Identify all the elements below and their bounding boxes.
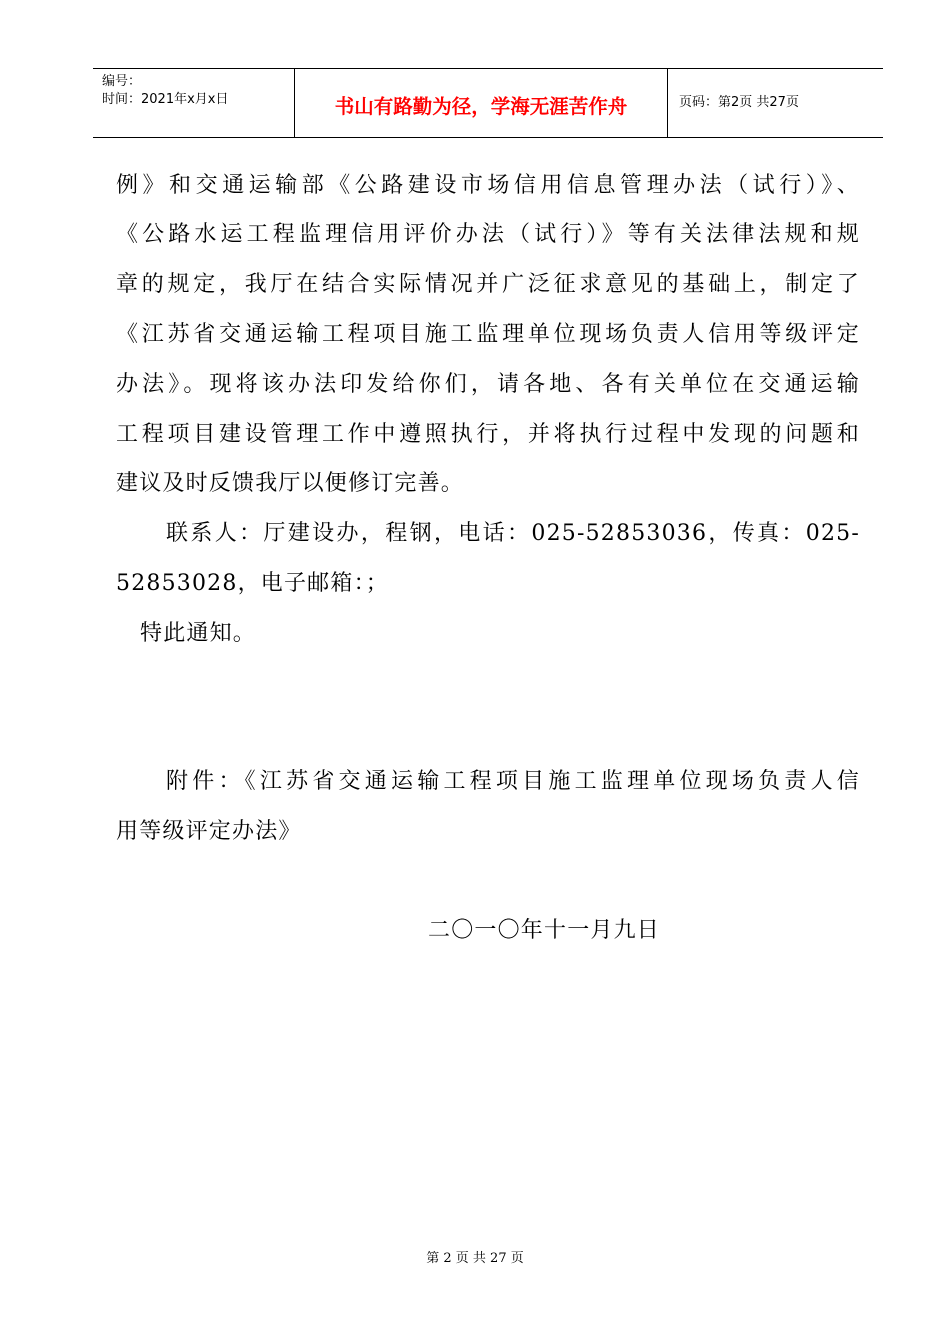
document-code-label: 编号： (102, 74, 142, 89)
page-footer: 第 2 页 共 27 页 (426, 1251, 524, 1266)
body-line-7: 建议及时反馈我厅以便修订完善。 (116, 471, 465, 496)
body-line-6: 工程项目建设管理工作中遵照执行，并将执行过程中发现的问题和 (116, 422, 860, 447)
header-page-cell (668, 69, 883, 137)
header-page-info: 页码：第2页 共27页 (679, 95, 799, 110)
header-meta-cell (93, 69, 295, 137)
contact-line-2: 52853028，电子邮箱：； (116, 571, 389, 596)
header-motto: 书山有路勤为径，学海无涯苦作舟 (334, 95, 628, 118)
body-line-4: 《江苏省交通运输工程项目施工监理单位现场负责人信用等级评定 (116, 322, 860, 347)
attachment-line-2: 用等级评定办法》 (116, 819, 302, 844)
body-line-3: 章的规定，我厅在结合实际情况并广泛征求意见的基础上，制定了 (116, 272, 860, 297)
attachment-line-1: 附件：《江苏省交通运输工程项目施工监理单位现场负责人信 (166, 769, 860, 794)
body-line-1: 例》和交通运输部《公路建设市场信用信息管理办法（试行）》、 (116, 173, 860, 198)
contact-line-1: 联系人：厅建设办，程钢，电话：025-52853036，传真：025- (166, 521, 860, 546)
body-line-5: 办法》。现将该办法印发给你们，请各地、各有关单位在交通运输 (116, 372, 860, 397)
page-header (93, 68, 883, 138)
header-motto-cell (295, 69, 668, 137)
document-time-label: 时间：2021年x月x日 (102, 92, 229, 107)
closing-notice: 特此通知。 (140, 621, 257, 646)
issue-date: 二〇一〇年十一月九日 (428, 918, 661, 943)
body-line-2: 《公路水运工程监理信用评价办法（试行）》等有关法律法规和规 (116, 222, 860, 247)
